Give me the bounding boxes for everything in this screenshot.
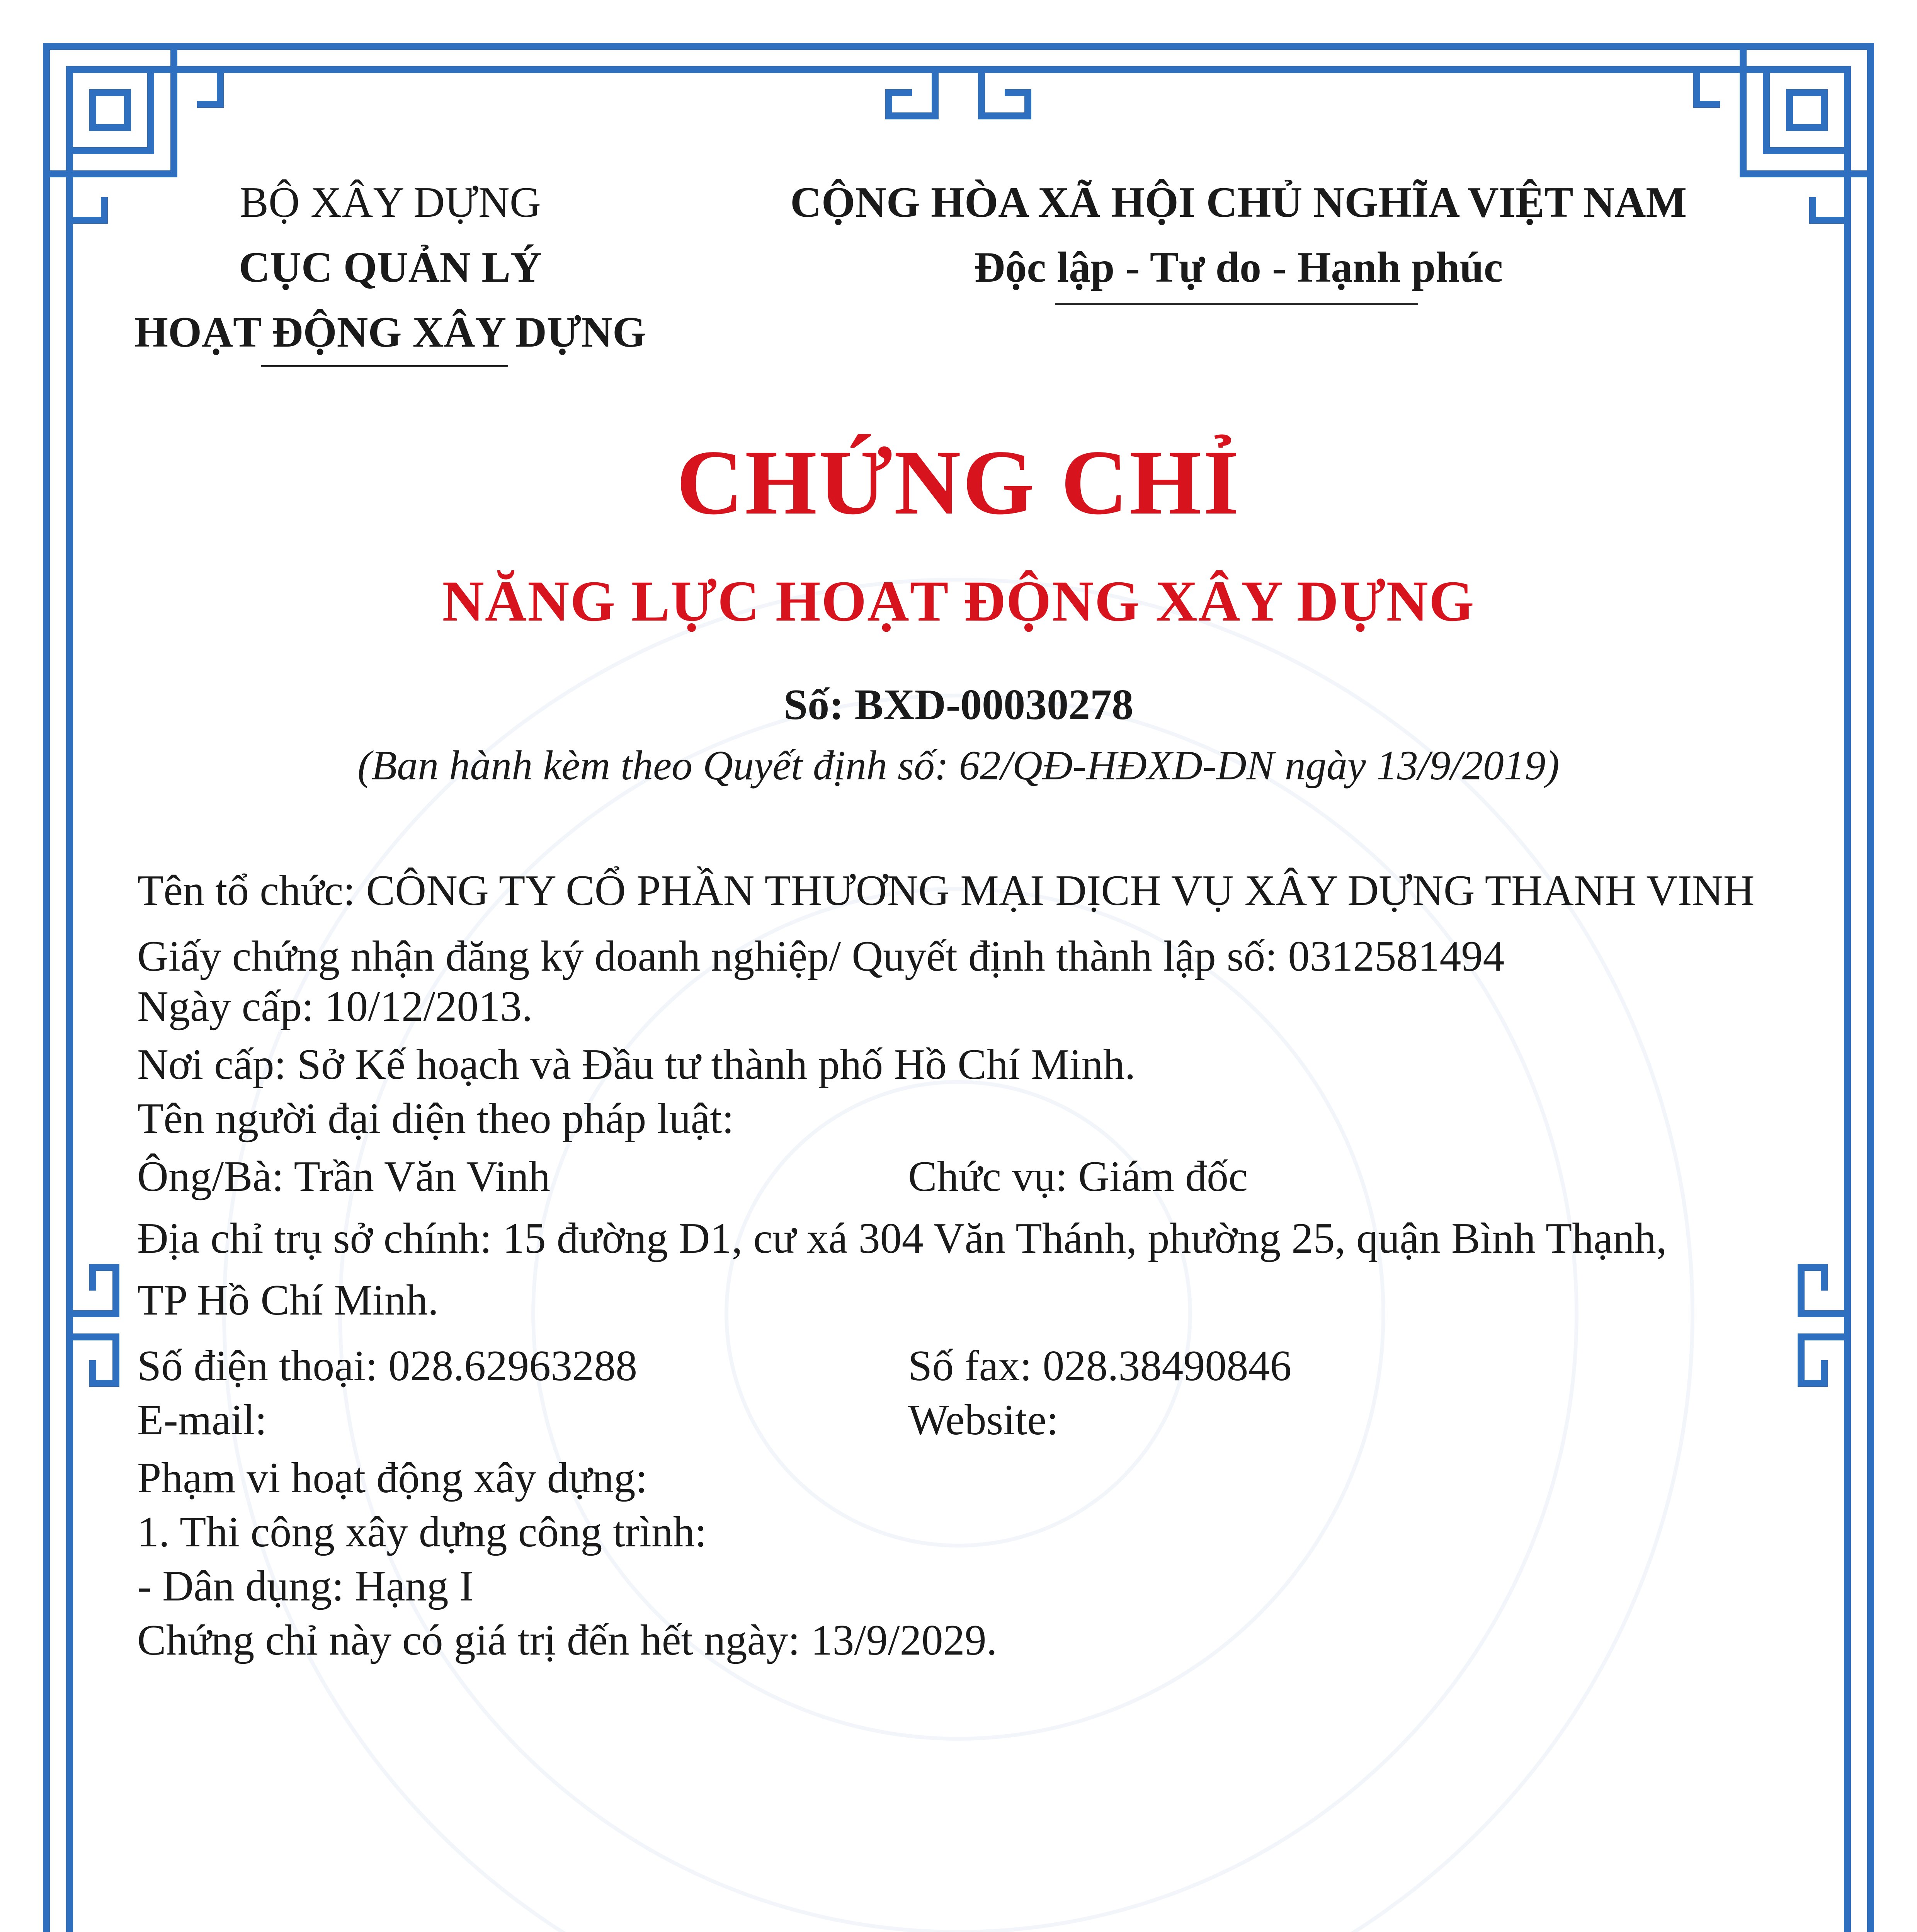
organization-name: Tên tổ chức: CÔNG TY CỔ PHẦN THƯƠNG MẠI DỊCH VỤ XÂY DỰNG THANH VINH (137, 867, 1755, 915)
validity-date: Chứng chỉ này có giá trị đến hết ngày: 13/9/2029. (137, 1616, 997, 1664)
registration-number: Giấy chứng nhận đăng ký doanh nghiệp/ Quyết định thành lập số: 0312581494 (137, 932, 1505, 980)
republic-name: CỘNG HÒA XÃ HỘI CHỦ NGHĨA VIỆT NAM (790, 179, 1687, 226)
certificate-title: CHỨNG CHỈ (676, 431, 1241, 534)
certificate-number: Số: BXD-00030278 (783, 681, 1134, 729)
issuing-authority (77, 170, 703, 365)
email: E-mail: (137, 1396, 267, 1444)
motto-underline (1055, 303, 1418, 305)
authority-underline (261, 365, 508, 367)
issue-place: Nơi cấp: Sở Kế hoạch và Đầu tư thành phố Hồ Chí Minh. (137, 1041, 1136, 1088)
scope-label: Phạm vi hoạt động xây dựng: (137, 1454, 648, 1502)
address-line2: TP Hồ Chí Minh. (137, 1276, 439, 1324)
address-line1: Địa chỉ trụ sở chính: 15 đường D1, cư xá 304 Văn Thánh, phường 25, quận Bình Thạnh, (137, 1214, 1667, 1262)
scope-item-detail: - Dân dụng: Hạng I (137, 1562, 474, 1610)
department-name-line1: CỤC QUẢN LÝ (239, 243, 542, 291)
certificate-subtitle: NĂNG LỰC HOẠT ĐỘNG XÂY DỰNG (442, 569, 1475, 633)
scope-item: 1. Thi công xây dựng công trình: (137, 1508, 707, 1556)
website: Website: (908, 1396, 1059, 1444)
issuing-decision: (Ban hành kèm theo Quyết định số: 62/QĐ-HĐXD-DN ngày 13/9/2019) (357, 743, 1560, 789)
national-header (726, 170, 1750, 300)
representative-name: Ông/Bà: Trần Văn Vinh (137, 1153, 550, 1201)
ministry-name: BỘ XÂY DỰNG (240, 179, 541, 226)
department-name-line2: HOẠT ĐỘNG XÂY DỰNG (134, 308, 646, 356)
national-motto: Độc lập - Tự do - Hạnh phúc (974, 243, 1503, 291)
phone-number: Số điện thoại: 028.62963288 (137, 1342, 638, 1390)
representative-position: Chức vụ: Giám đốc (908, 1153, 1248, 1201)
representative-label: Tên người đại diện theo pháp luật: (137, 1095, 734, 1143)
issue-date: Ngày cấp: 10/12/2013. (137, 983, 533, 1031)
fax-number: Số fax: 028.38490846 (908, 1342, 1292, 1390)
